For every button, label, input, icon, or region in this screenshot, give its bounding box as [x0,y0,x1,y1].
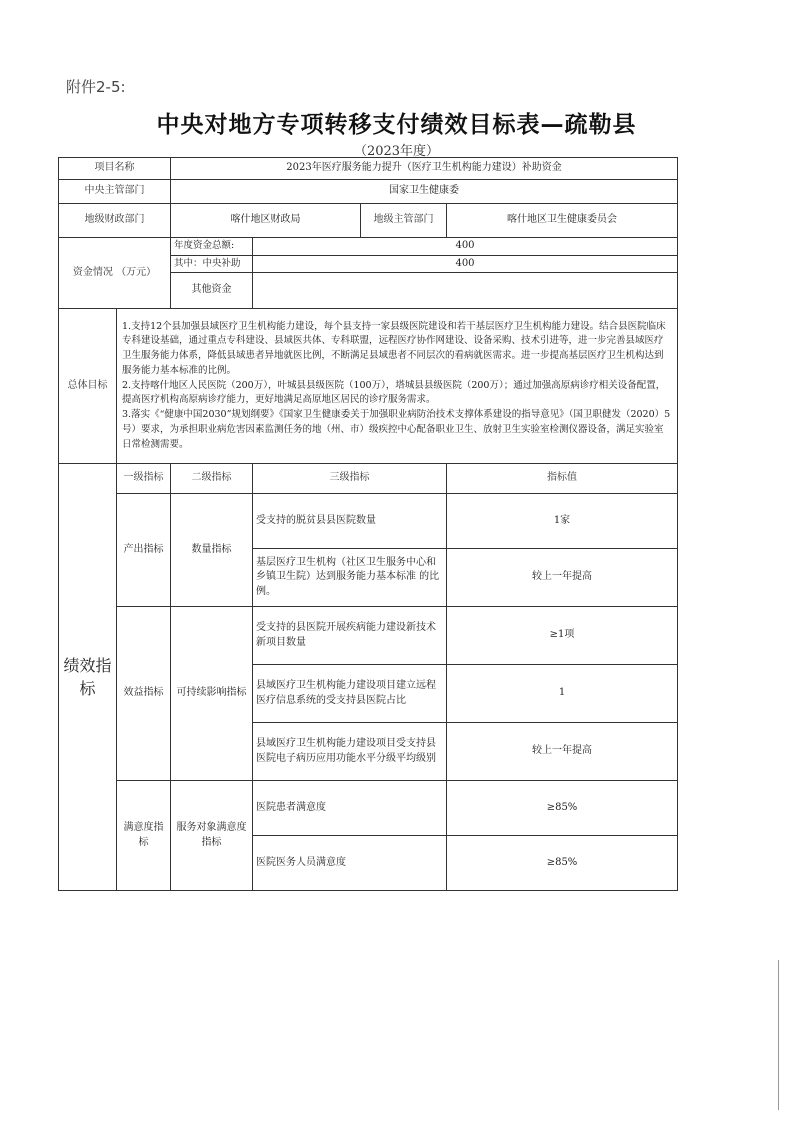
local-dept-value: 喀什地区卫生健康委员会 [447,204,678,238]
indicator-value: ≥85% [447,781,678,836]
local-finance-label: 地级财政部门 [59,204,171,238]
funds-central-value: 400 [253,255,678,273]
header-level3: 三级指标 [253,464,447,494]
row-indicator-header [59,464,678,494]
output-level2: 数量指标 [171,494,253,607]
indicator-name: 受支持的县医院开展疾病能力建设新技术新项目数量 [253,607,447,665]
total-goal-text [117,309,678,464]
satisfaction-level1: 满意度指标 [117,781,171,891]
benefit-level2: 可持续影响指标 [171,607,253,781]
funds-other-value [253,273,678,309]
local-finance-value: 喀什地区财政局 [171,204,361,238]
benefit-level1: 效益指标 [117,607,171,781]
header-level2: 二级指标 [171,464,253,494]
goal-item-2: 2.支持喀什地区人民医院（200万），叶城县县级医院（100万），塔城县县级医院（200万）；通过加强高原病诊疗相关设备配置，提高医疗机构高原病诊疗能力，更好地满足高原地区居民的诊疗服务需求。 [122,379,666,406]
row-local-dept [59,204,678,238]
attachment-label: 附件2-5: [66,78,126,96]
table-row [59,607,678,665]
funds-total-value: 400 [253,238,678,256]
row-central-dept [59,180,678,204]
year-label: （2023年度） [353,144,440,159]
page-title: 中央对地方专项转移支付绩效目标表—疏勒县 [156,112,637,138]
indicator-name: 医院医务人员满意度 [253,836,447,891]
performance-label: 绩效指标 [59,464,117,891]
indicator-value: ≥85% [447,836,678,891]
funds-central-label: 其中：中央补助 [171,255,253,273]
indicator-value: 1家 [447,494,678,549]
header-value: 指标值 [447,464,678,494]
indicator-name: 受支持的脱贫县县医院数量 [253,494,447,549]
funds-other-label: 其他资金 [171,273,253,309]
satisfaction-level2: 服务对象满意度指标 [171,781,253,891]
funds-label: 资金情况 （万元） [59,238,171,309]
goal-item-3: 3.落实《“健康中国2030”规划纲要》《国家卫生健康委关于加强职业病防治技术支撑体系建设的指导意见》（国卫职健发（2020）5号）要求，为承担职业病危害因素监测任务的地（州、市）级疾控中心配备职业卫生、放射卫生实验室检测仪器设备，满足实验室日常检测需要。 [122,409,671,450]
scan-edge-line [778,960,779,1110]
indicator-name: 县域医疗卫生机构能力建设项目建立远程医疗信息系统的受支持县医院占比 [253,665,447,723]
local-dept-label: 地级主管部门 [361,204,447,238]
central-dept-label: 中央主管部门 [59,180,171,204]
header-level1: 一级指标 [117,464,171,494]
indicator-name: 基层医疗卫生机构（社区卫生服务中心和乡镇卫生院）达到服务能力基本标准 的比例。 [253,549,447,607]
indicator-name: 县域医疗卫生机构能力建设项目受支持县医院电子病历应用功能水平分级平均级别 [253,723,447,781]
indicator-value: 1 [447,665,678,723]
central-dept-value: 国家卫生健康委 [171,180,678,204]
row-project-name [59,158,678,180]
indicator-value: ≥1项 [447,607,678,665]
output-level1: 产出指标 [117,494,171,607]
funds-total-label: 年度资金总额: [171,238,253,256]
goal-item-1: 1.支持12个县加强县域医疗卫生机构能力建设，每个县支持一家县级医院建设和若干基层医疗卫生机构能力建设。结合县医院临床专科建设基础，通过重点专科建设、县域医共体、专科联盟，远程医疗协作网建设、设备采购、技术引进等，进一步完善县域医疗卫生服务能力体系，降低县域患者异地就医比例，不断满足县域患者不同层次的看病就医需求。进一步提高基层医疗卫生机构达到服务能力基本标准的比例。 [122,320,666,376]
table-row [59,781,678,836]
total-goal-label: 总体目标 [59,309,117,464]
project-name-value: 2023年医疗服务能力提升（医疗卫生机构能力建设）补助资金 [171,158,678,180]
row-total-goal [59,309,678,464]
project-name-label: 项目名称 [59,158,171,180]
performance-table [58,157,678,891]
table-row [59,494,678,549]
indicator-value: 较上一年提高 [447,723,678,781]
indicator-value: 较上一年提高 [447,549,678,607]
indicator-name: 医院患者满意度 [253,781,447,836]
row-funds-total [59,238,678,256]
